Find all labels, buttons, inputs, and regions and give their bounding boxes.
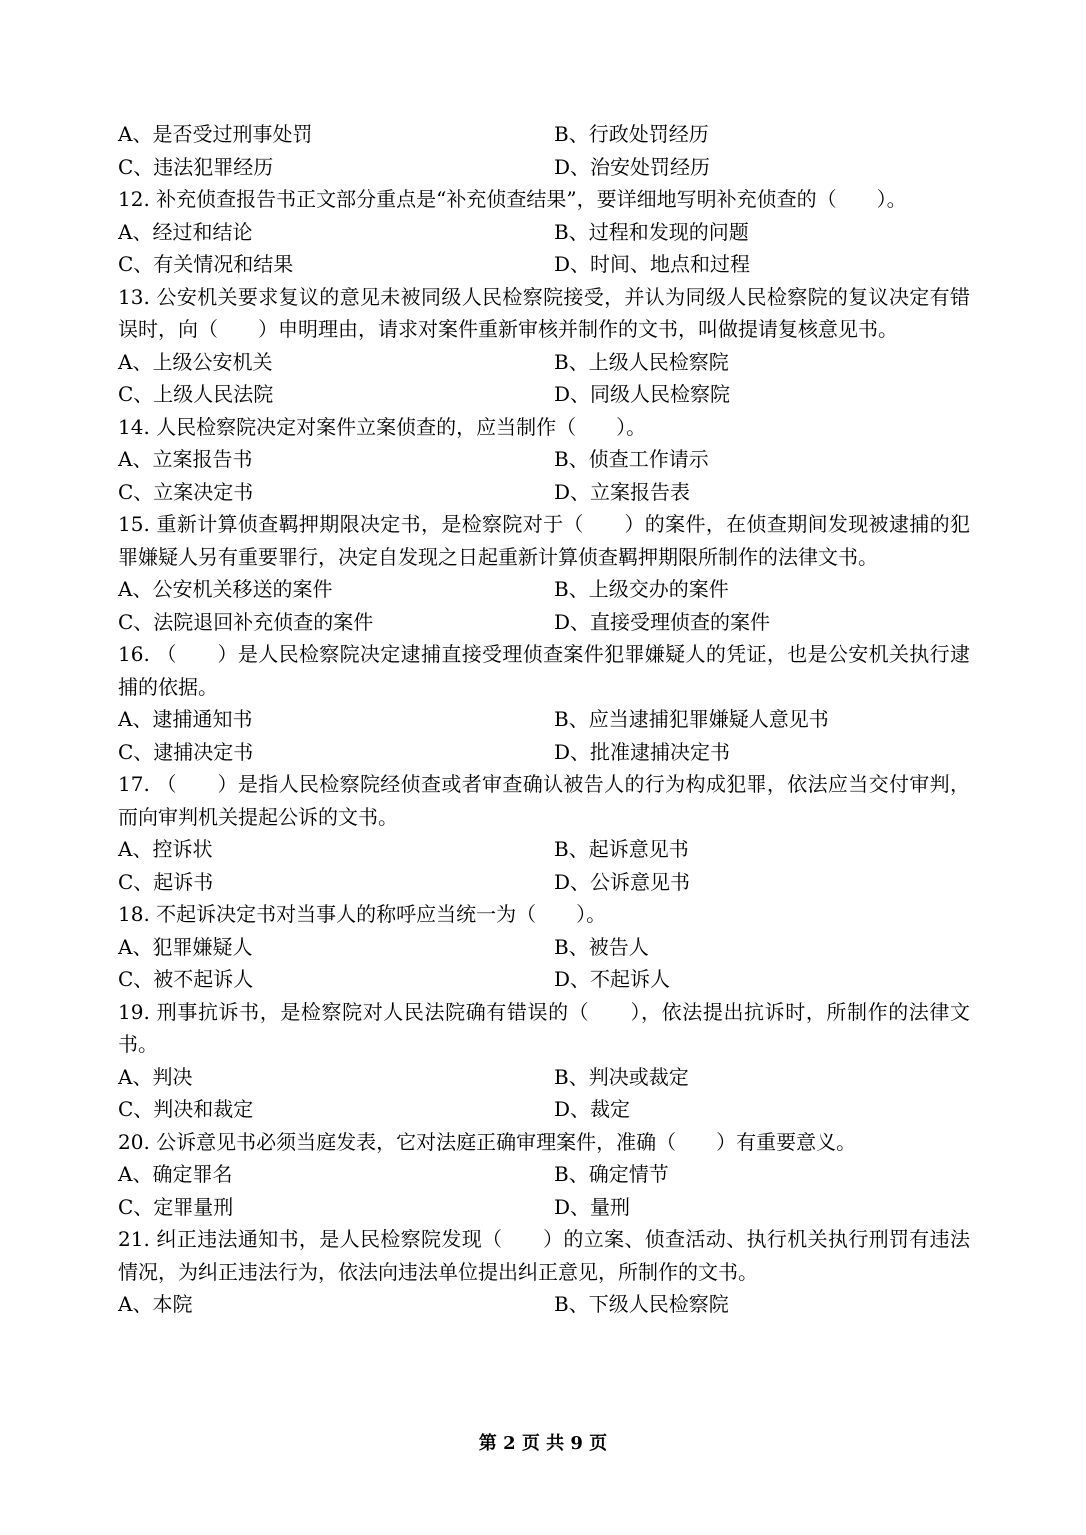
option-b: B、上级人民检察院 [554, 349, 729, 374]
option-row [118, 248, 970, 281]
option-d: D、批准逮捕决定书 [554, 739, 731, 764]
option-row [118, 443, 970, 476]
question-15: 15. 重新计算侦查羁押期限决定书，是检察院对于（ ）的案件，在侦查期间发现被逮捕的犯罪嫌疑人另有重要罪行，决定自发现之日起重新计算侦查羁押期限所制作的法律文书。 [118, 512, 970, 569]
option-d: D、不起诉人 [554, 967, 671, 991]
option-row [118, 866, 970, 899]
option-c: C、立案决定书 [118, 479, 254, 504]
option-row [118, 1061, 970, 1094]
option-c: C、定罪量刑 [118, 1194, 234, 1219]
option-a: A、上级公安机关 [118, 349, 273, 374]
option-row [118, 1093, 970, 1126]
option-row [118, 378, 970, 411]
option-c: C、起诉书 [118, 869, 214, 894]
page-number-footer: 第 2 页 共 9 页 [478, 1433, 608, 1454]
option-row [118, 151, 970, 184]
option-b: B、应当逮捕犯罪嫌疑人意见书 [554, 707, 829, 731]
option-a: A、控诉状 [118, 837, 213, 861]
question-17: 17. （ ）是指人民检察院经侦查或者审查确认被告人的行为构成犯罪，依法应当交付审判，而向审判机关提起公诉的文书。 [118, 772, 970, 829]
option-d: D、公诉意见书 [554, 869, 691, 894]
option-b: B、行政处罚经历 [554, 122, 709, 146]
option-b: B、判决或裁定 [554, 1064, 689, 1089]
option-b: B、下级人民检察院 [554, 1292, 729, 1316]
option-a: A、逮捕通知书 [118, 707, 253, 731]
option-row [118, 346, 970, 379]
option-c: C、法院退回补充侦查的案件 [118, 609, 374, 634]
option-row [118, 1191, 970, 1224]
question-18: 18. 不起诉决定书对当事人的称呼应当统一为（ ）。 [118, 902, 607, 926]
option-b: B、过程和发现的问题 [554, 219, 749, 244]
option-a: A、公安机关移送的案件 [118, 577, 333, 601]
option-d: D、量刑 [554, 1194, 631, 1219]
question-21: 21. 纠正违法通知书，是人民检察院发现（ ）的立案、侦查活动、执行机关执行刑罚有违法情况，为纠正违法行为，依法向违法单位提出纠正意见，所制作的文书。 [118, 1227, 970, 1284]
option-c: C、有关情况和结果 [118, 252, 294, 276]
option-row [118, 1288, 970, 1321]
question-20: 20. 公诉意见书必须当庭发表，它对法庭正确审理案件，准确（ ）有重要意义。 [118, 1129, 857, 1154]
option-d: D、治安处罚经历 [554, 154, 711, 179]
option-row [118, 573, 970, 606]
option-c: C、逮捕决定书 [118, 739, 254, 764]
option-row [118, 1158, 970, 1191]
option-b: B、起诉意见书 [554, 837, 689, 861]
option-a: A、经过和结论 [118, 219, 253, 244]
option-row [118, 703, 970, 736]
option-d: D、裁定 [554, 1097, 631, 1121]
option-c: C、上级人民法院 [118, 382, 274, 406]
option-row [118, 963, 970, 996]
option-d: D、直接受理侦查的案件 [554, 609, 771, 634]
option-b: B、被告人 [554, 934, 649, 959]
document-page [118, 118, 970, 1321]
question-14: 14. 人民检察院决定对案件立案侦查的，应当制作（ ）。 [118, 414, 647, 439]
option-b: B、确定情节 [554, 1162, 669, 1186]
option-row [118, 216, 970, 249]
option-b: B、侦查工作请示 [554, 447, 709, 471]
option-c: C、被不起诉人 [118, 967, 254, 991]
option-a: A、本院 [118, 1292, 193, 1316]
option-a: A、是否受过刑事处罚 [118, 122, 313, 146]
question-13: 13. 公安机关要求复议的意见未被同级人民检察院接受，并认为同级人民检察院的复议决定有错误时，向（ ）申明理由，请求对案件重新审核并制作的文书，叫做提请复核意见书。 [118, 284, 970, 341]
option-a: A、立案报告书 [118, 447, 253, 471]
question-16: 16. （ ）是人民检察院决定逮捕直接受理侦查案件犯罪嫌疑人的凭证，也是公安机关执行逮捕的依据。 [118, 642, 970, 699]
option-a: A、确定罪名 [118, 1162, 233, 1186]
option-a: A、犯罪嫌疑人 [118, 934, 253, 959]
option-d: D、同级人民检察院 [554, 382, 731, 406]
option-row [118, 118, 970, 151]
option-a: A、判决 [118, 1064, 193, 1089]
question-19: 19. 刑事抗诉书，是检察院对人民法院确有错误的（ ），依法提出抗诉时，所制作的法律文书。 [118, 999, 970, 1056]
option-c: C、判决和裁定 [118, 1097, 254, 1121]
option-row [118, 476, 970, 509]
option-row [118, 931, 970, 964]
option-row [118, 833, 970, 866]
option-c: C、违法犯罪经历 [118, 154, 274, 179]
option-d: D、时间、地点和过程 [554, 252, 751, 276]
question-12: 12. 补充侦查报告书正文部分重点是“补充侦查结果”，要详细地写明补充侦查的（ ）。 [118, 187, 907, 211]
option-d: D、立案报告表 [554, 479, 691, 504]
option-row [118, 736, 970, 769]
option-b: B、上级交办的案件 [554, 577, 729, 601]
option-row [118, 606, 970, 639]
